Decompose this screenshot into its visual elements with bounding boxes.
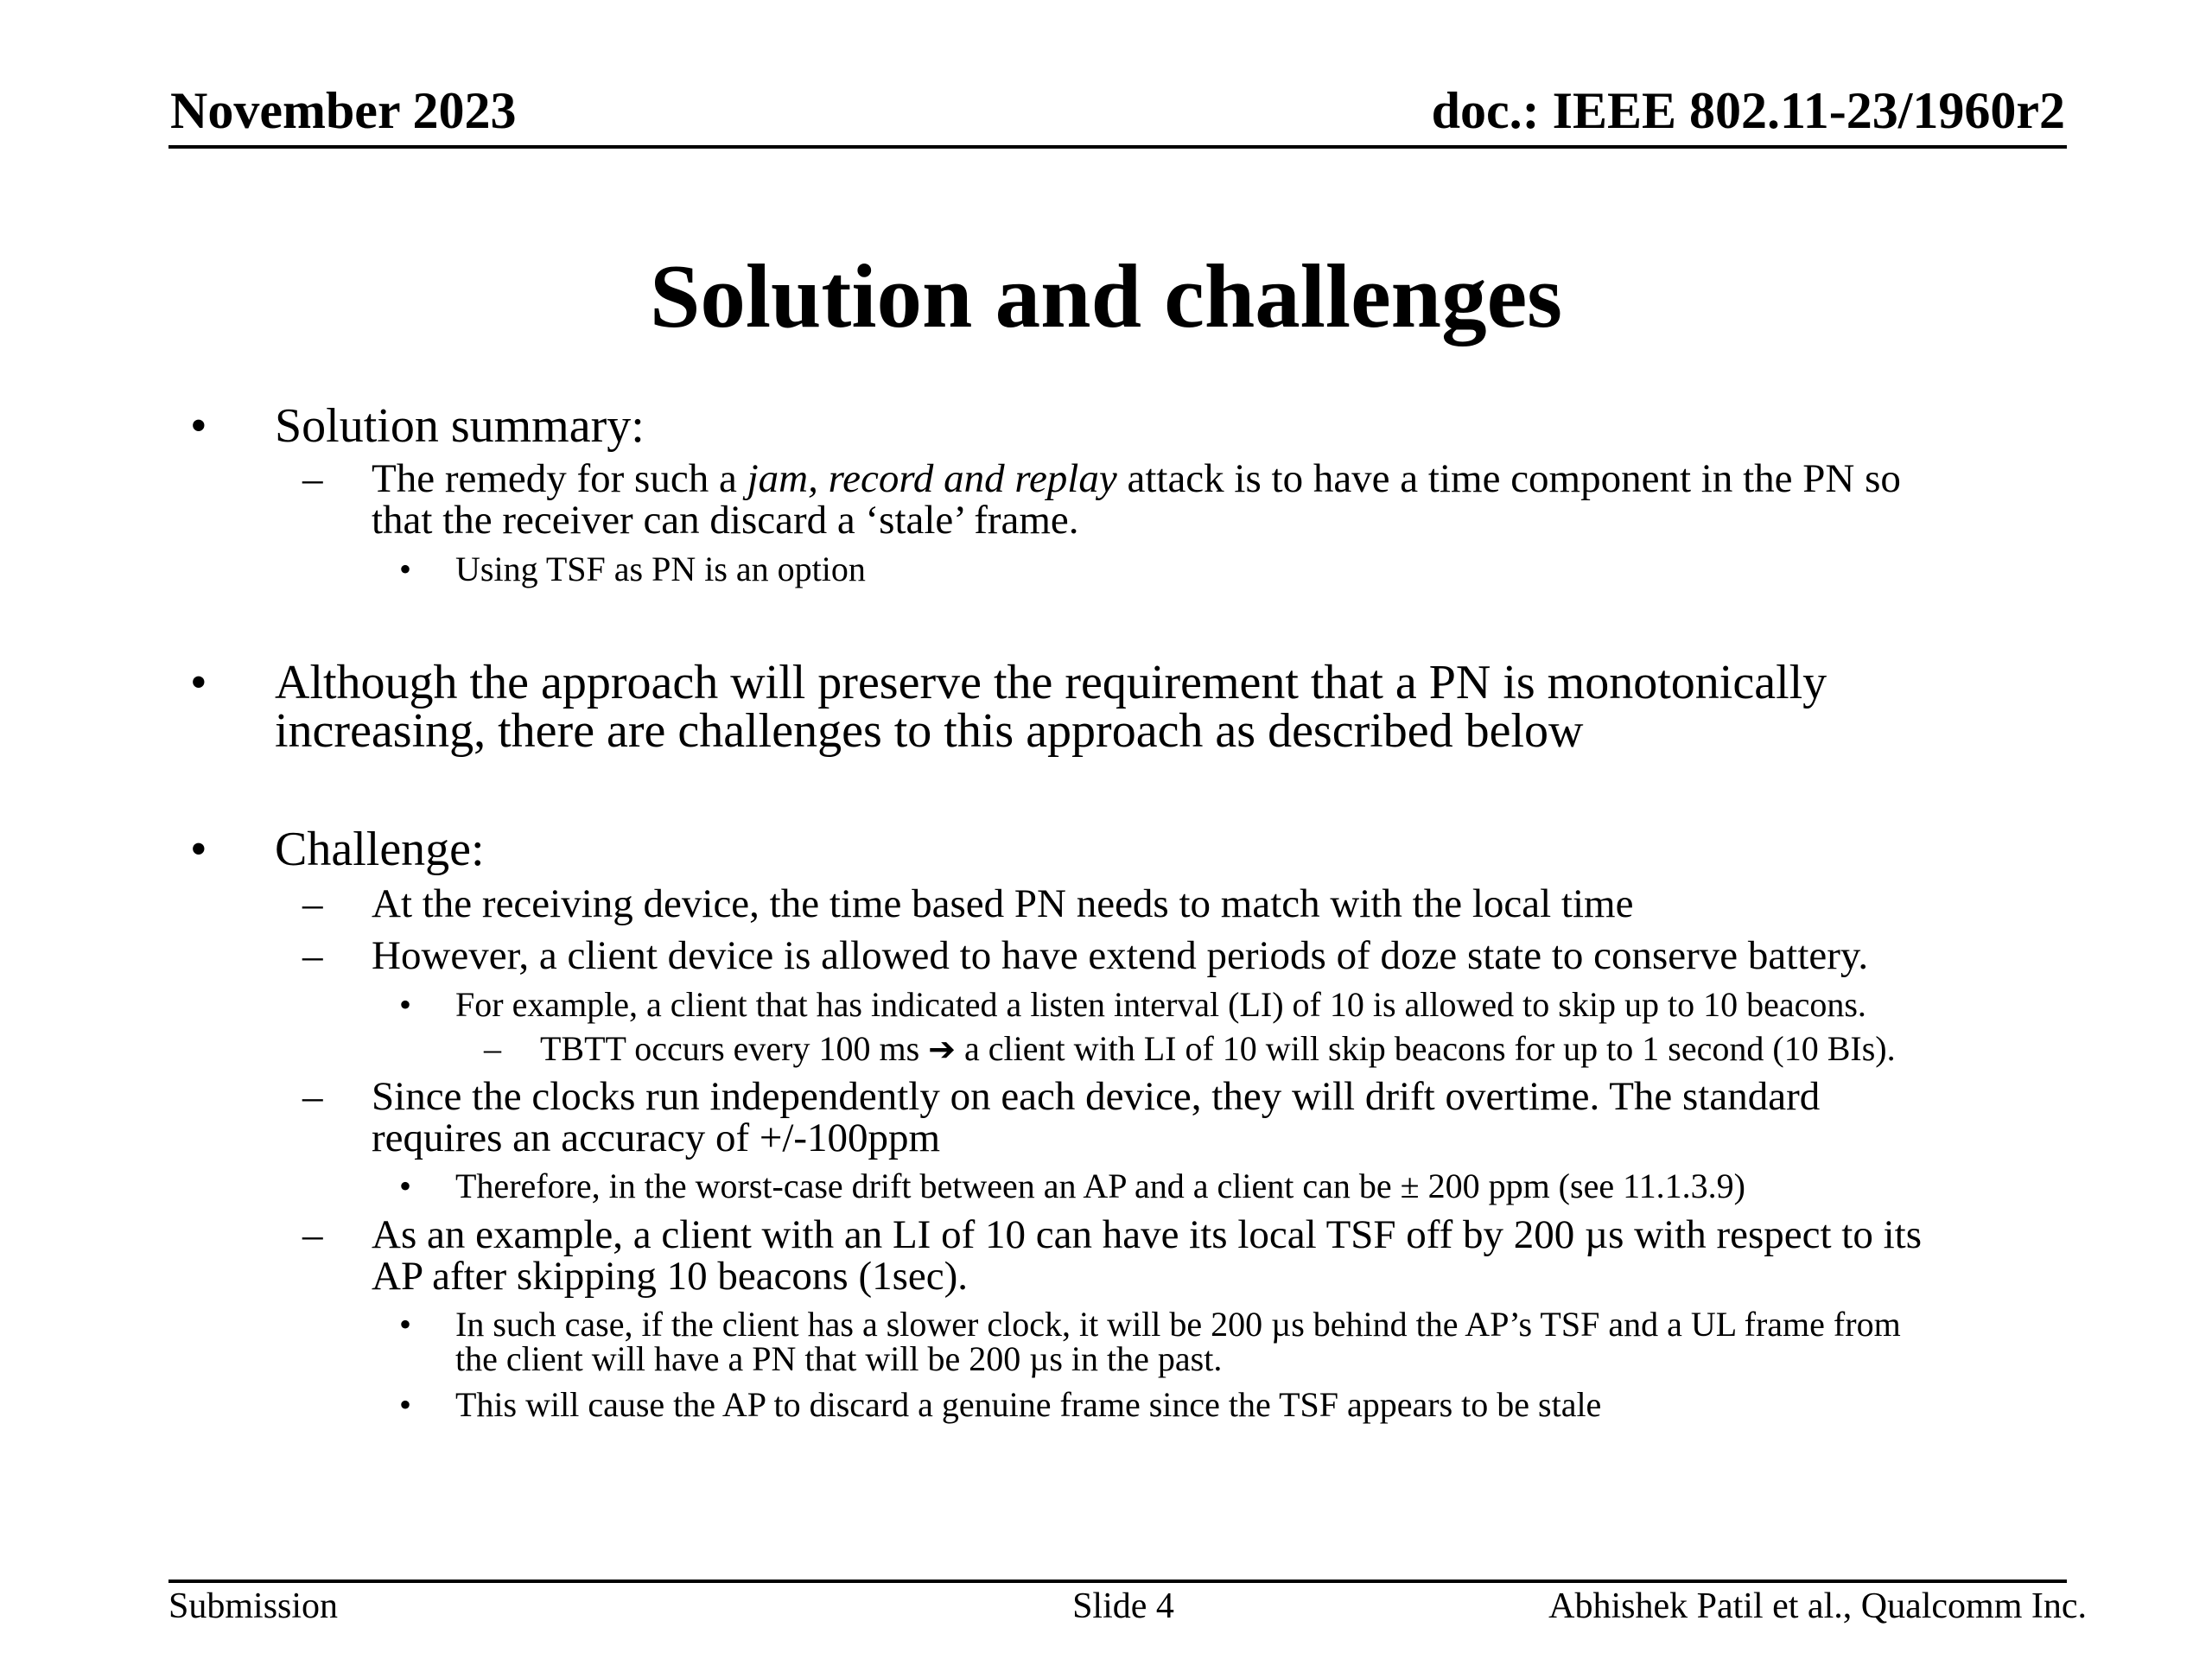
footer-rule — [168, 1580, 2067, 1583]
subsubitem-text: For example, a client that has indicated a listen interval (LI) of 10 is allowed to skip up to 10 beacons. — [455, 985, 1866, 1024]
dash-marker: – — [302, 456, 323, 501]
bullet-marker: • — [399, 985, 412, 1024]
bullet-text: Solution summary: — [275, 399, 645, 453]
bullet-text: Although the approach will preserve the requirement that a PN is monotonically — [275, 656, 1827, 709]
dash-marker: – — [302, 881, 323, 926]
subitem-text: At the receiving device, the time based PN needs to match with the local time — [372, 881, 1634, 926]
emphasis-attack: jam, record and replay — [747, 456, 1117, 501]
subsubitem-text: Using TSF as PN is an option — [455, 550, 866, 588]
subitem-text: The remedy for such a jam, record and replay attack is to have a time component in the PN so — [372, 456, 1901, 501]
footer-submission: Submission — [168, 1586, 339, 1626]
subsubitem-text: In such case, if the client has a slower clock, it will be 200 µs behind the AP’s TSF and a UL frame from — [455, 1305, 1901, 1344]
subsubitem-text: Therefore, in the worst-case drift between an AP and a client can be ± 200 ppm (see 11.1.3.9) — [455, 1166, 1745, 1205]
subitem-text: As an example, a client with an LI of 10 can have its local TSF off by 200 µs with respect to its — [372, 1212, 1922, 1257]
bullet-marker: • — [190, 656, 207, 709]
bullet-marker: • — [399, 1305, 412, 1344]
right-arrow-icon: ➔ — [928, 1030, 957, 1068]
header-doc-id: doc.: IEEE 802.11-23/1960r2 — [1431, 82, 2065, 139]
bullet-marker: • — [190, 823, 207, 876]
bullet-marker: • — [190, 399, 207, 453]
bullet-text: Challenge: — [275, 823, 485, 876]
level4-text: TBTT occurs every 100 ms ➔ a client with LI of 10 will skip beacons for up to 1 second (10 BIs). — [540, 1029, 1896, 1068]
dash-marker: – — [484, 1029, 501, 1068]
slide-title: Solution and challenges — [649, 245, 1563, 346]
bullet-marker: • — [399, 550, 412, 588]
subsubitem-text: This will cause the AP to discard a genuine frame since the TSF appears to be stale — [455, 1385, 1602, 1424]
dash-marker: – — [302, 1212, 323, 1257]
header-rule — [168, 145, 2067, 149]
subitem-text: However, a client device is allowed to have extend periods of doze state to conserve battery. — [372, 933, 1869, 978]
bullet-marker: • — [399, 1385, 412, 1424]
footer-author: Abhishek Patil et al., Qualcomm Inc. — [1548, 1586, 2087, 1626]
dash-marker: – — [302, 1074, 323, 1119]
footer-slide-number: Slide 4 — [1072, 1586, 1174, 1626]
subitem-text: Since the clocks run independently on each device, they will drift overtime. The standard — [372, 1074, 1821, 1119]
bullet-marker: • — [399, 1166, 412, 1205]
header-date: November 2023 — [170, 82, 517, 139]
dash-marker: – — [302, 933, 323, 978]
